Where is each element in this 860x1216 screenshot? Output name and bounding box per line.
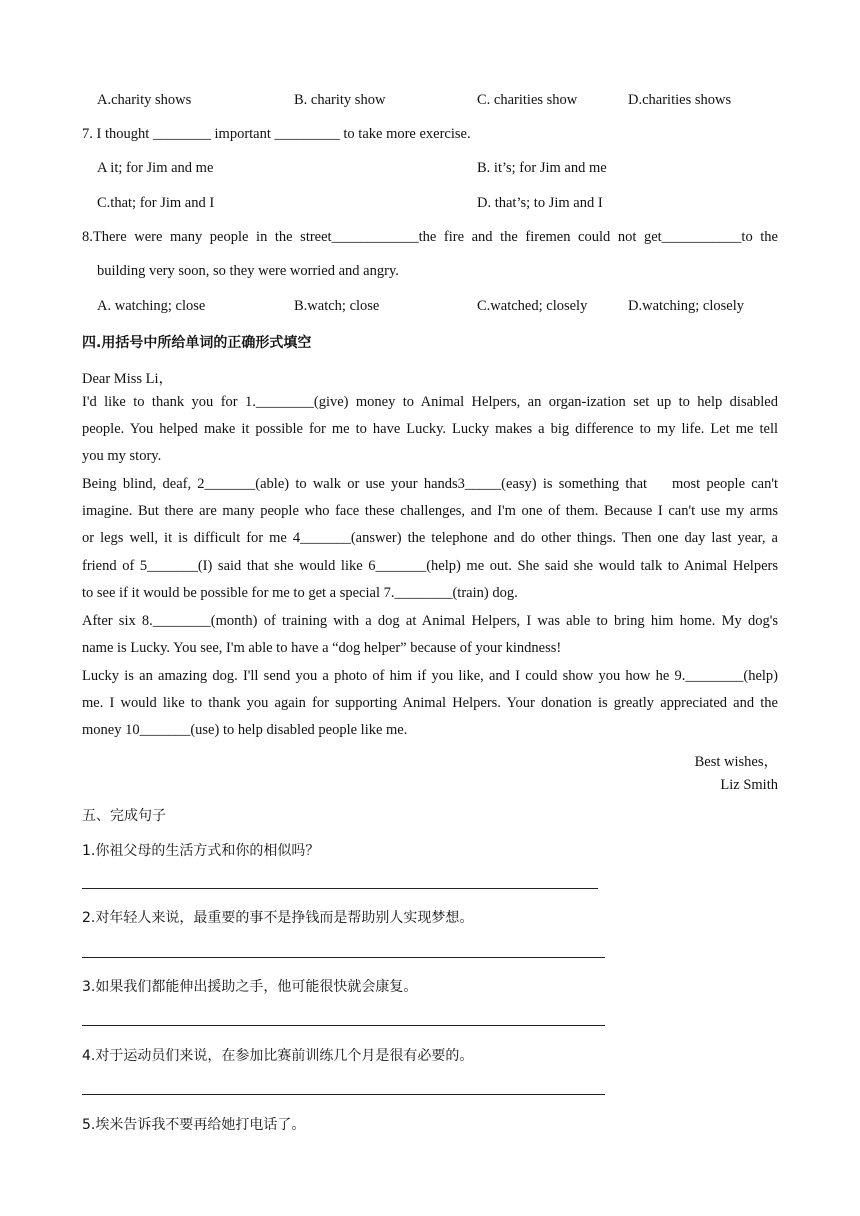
q7-stem: 7. I thought ________ important _________ to take more exercise.: [82, 126, 471, 142]
q7-option-a: A it; for Jim and me: [97, 160, 214, 176]
q8-option-a: A. watching; close: [97, 298, 206, 314]
section5-heading: 五、完成句子: [82, 808, 166, 824]
q8-stem-line1: 8.There were many people in the street____________the fire and the firemen could not get___________to the: [82, 229, 778, 245]
letter-greeting: Dear Miss Li，: [82, 371, 174, 387]
letter-line: friend of 5_______(I) said that she would like 6_______(help) me out. She said she would talk to Animal Helpers: [82, 558, 778, 574]
letter-line: people. You helped make it possible for me to have Lucky. Lucky makes a big difference to my life. Let me tell: [82, 421, 778, 437]
sentence-prompt-5: 5.埃米告诉我不要再给她打电话了。: [82, 1117, 306, 1133]
letter-signature: Liz Smith: [720, 777, 778, 793]
letter-line: Being blind, deaf, 2_______(able) to walk or use your hands3_____(easy) is something that most people can't: [82, 476, 778, 492]
letter-line: you my story.: [82, 448, 162, 464]
letter-line: imagine. But there are many people who face these challenges, and I'm one of them. Because I can't use my arms: [82, 503, 778, 519]
answer-line-1[interactable]: [82, 888, 598, 889]
q8-option-d: D.watching; closely: [628, 298, 744, 314]
q7-option-d: D. that’s; to Jim and I: [477, 195, 603, 211]
q6-option-b: B. charity show: [294, 92, 386, 108]
letter-line: name is Lucky. You see, I'm able to have a “dog helper” because of your kindness!: [82, 640, 562, 656]
q6-option-c: C. charities show: [477, 92, 578, 108]
q8-option-c: C.watched; closely: [477, 298, 588, 314]
sentence-prompt-2: 2.对年轻人来说，最重要的事不是挣钱而是帮助别人实现梦想。: [82, 910, 474, 926]
letter-line: After six 8.________(month) of training with a dog at Animal Helpers, I was able to bring him home. My dog's: [82, 613, 778, 629]
sentence-prompt-4: 4.对于运动员们来说，在参加比赛前训练几个月是很有必要的。: [82, 1048, 474, 1064]
answer-line-4[interactable]: [82, 1094, 605, 1095]
q7-option-b: B. it’s; for Jim and me: [477, 160, 607, 176]
letter-line: to see if it would be possible for me to get a special 7.________(train) dog.: [82, 585, 518, 601]
letter-line: me. I would like to thank you again for supporting Animal Helpers. Your donation is greatly appreciated and the: [82, 695, 778, 711]
sentence-prompt-1: 1.你祖父母的生活方式和你的相似吗？: [82, 843, 320, 859]
sentence-prompt-3: 3.如果我们都能伸出援助之手，他可能很快就会康复。: [82, 979, 418, 995]
q8-stem-line2: building very soon, so they were worried and angry.: [97, 263, 399, 279]
letter-closing: Best wishes，: [694, 754, 778, 770]
letter-line: or legs well, it is difficult for me 4_______(answer) the telephone and do other things. Then one day last year, a: [82, 530, 778, 546]
answer-line-2[interactable]: [82, 957, 605, 958]
section4-heading: 四.用括号中所给单词的正确形式填空: [82, 335, 312, 351]
q6-option-a: A.charity shows: [97, 92, 192, 108]
letter-line: I'd like to thank you for 1.________(give) money to Animal Helpers, an organ-ization set up to help disabled: [82, 394, 778, 410]
q8-option-b: B.watch; close: [294, 298, 380, 314]
letter-line: Lucky is an amazing dog. I'll send you a photo of him if you like, and I could show you how he 9.________(help): [82, 668, 778, 684]
letter-line: money 10_______(use) to help disabled people like me.: [82, 722, 408, 738]
answer-line-3[interactable]: [82, 1025, 605, 1026]
q6-option-d: D.charities shows: [628, 92, 732, 108]
q7-option-c: C.that; for Jim and I: [97, 195, 215, 211]
